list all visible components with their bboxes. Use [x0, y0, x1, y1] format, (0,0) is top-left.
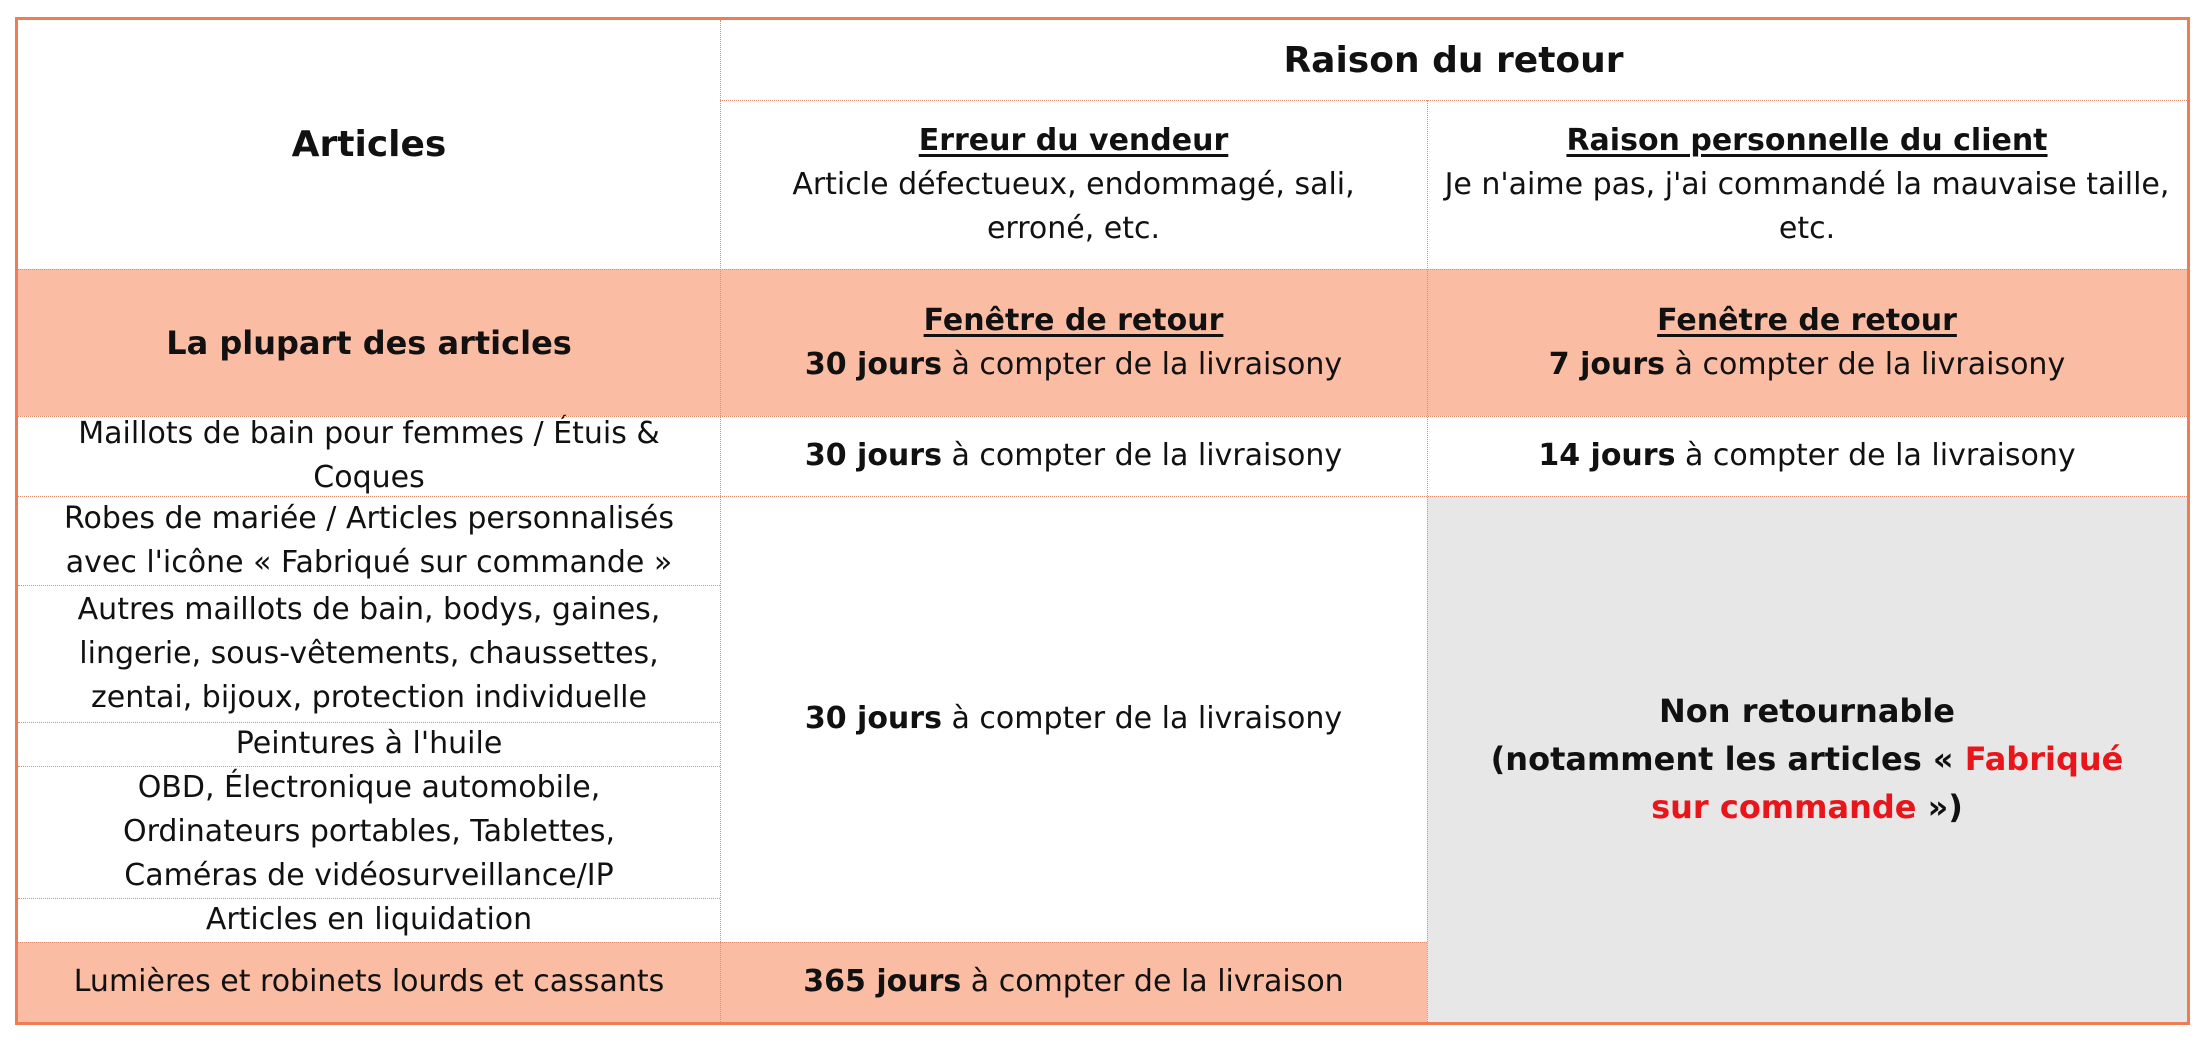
group-row-wedding	[18, 496, 720, 585]
seller-window-rest: à compter de la livraisony	[941, 346, 1343, 382]
client-window-days: 7 jours	[1548, 346, 1666, 382]
group-row-label: Robes de mariée / Articles personnalisés avec l'icône « Fabriqué sur commande »	[64, 500, 674, 580]
group-row-electronics	[18, 766, 720, 898]
articles-header: Articles	[291, 124, 447, 165]
most-articles-client-cell	[1427, 269, 2187, 416]
swimwear-seller-rest: à compter de la livraisony	[941, 438, 1343, 473]
group-row-label: OBD, Électronique automobile, Ordinateurs portables, Tablettes,	[122, 770, 616, 849]
return-policy-table	[15, 17, 2190, 1025]
made-to-order-highlight: Fabriqué sur commande	[1651, 740, 2124, 826]
non-returnable-note	[1487, 735, 2127, 831]
swimwear-client-days: 14 jours	[1538, 438, 1676, 473]
swimwear-client-cell	[1427, 416, 2187, 496]
reason-header: Raison du retour	[1283, 39, 1624, 81]
group-seller-days: 30 jours	[804, 701, 942, 736]
grid-line	[18, 585, 720, 586]
grid-line	[1427, 100, 1428, 1022]
client-header-cell	[1427, 100, 2187, 269]
most-articles-seller-cell	[720, 269, 1427, 416]
group-seller-rest: à compter de la livraisony	[941, 701, 1343, 736]
non-returnable-note-open: (notamment les articles «	[1490, 740, 1965, 778]
lights-seller-rest: à compter de la livraison	[961, 964, 1344, 999]
grid-line	[18, 416, 2187, 417]
articles-header-cell	[18, 20, 720, 269]
seller-header-cell	[720, 100, 1427, 269]
group-row-label: Articles en liquidation	[205, 902, 533, 937]
seller-window-title: Fenêtre de retour	[923, 302, 1224, 338]
swimwear-seller-cell	[720, 416, 1427, 496]
group-row-lingerie	[18, 585, 720, 722]
swimwear-label-cell	[18, 416, 720, 496]
seller-error-title: Erreur du vendeur	[918, 122, 1229, 158]
grid-line	[18, 766, 720, 767]
lights-seller-days: 365 jours	[803, 964, 962, 999]
lights-label-cell	[18, 942, 720, 1022]
group-row-label-cont: Caméras de vidéosurveillance/IP	[124, 858, 614, 893]
client-reason-title: Raison personnelle du client	[1566, 122, 2048, 158]
swimwear-seller-days: 30 jours	[804, 438, 942, 473]
reason-header-cell	[720, 20, 2187, 100]
seller-window-days: 30 jours	[804, 346, 942, 382]
non-returnable-cell	[1427, 496, 2187, 1022]
non-returnable-note-close: »)	[1916, 788, 1963, 826]
grid-line	[18, 722, 720, 723]
client-window-title: Fenêtre de retour	[1657, 302, 1957, 338]
group-row-label: Peintures à l'huile	[235, 726, 503, 761]
grid-line	[18, 496, 2187, 497]
non-returnable-title: Non retournable	[1659, 692, 1955, 730]
group-row-label: Autres maillots de bain, bodys, gaines, lingerie, sous-vêtements, chaussettes, zentai, bijoux, protection individuelle	[77, 591, 661, 715]
grid-line	[720, 100, 2187, 101]
grid-line	[18, 269, 2187, 270]
swimwear-label: Maillots de bain pour femmes / Étuis & Coques	[78, 416, 660, 495]
most-articles-label: La plupart des articles	[166, 323, 572, 362]
most-articles-label-cell	[18, 269, 720, 416]
lights-seller-cell	[720, 942, 1427, 1022]
client-reason-description: Je n'aime pas, j'ai commandé la mauvaise taille, etc.	[1444, 166, 2170, 246]
grid-line	[18, 942, 1427, 943]
group-row-clearance	[18, 898, 720, 942]
seller-error-description: Article défectueux, endommagé, sali, erroné, etc.	[792, 166, 1355, 246]
grid-line	[18, 898, 720, 899]
group-seller-cell	[720, 496, 1427, 942]
lights-label: Lumières et robinets lourds et cassants	[73, 964, 665, 999]
swimwear-client-rest: à compter de la livraisony	[1675, 438, 2076, 473]
grid-line	[720, 20, 721, 1022]
group-row-paintings	[18, 722, 720, 766]
client-window-rest: à compter de la livraisony	[1665, 346, 2066, 382]
